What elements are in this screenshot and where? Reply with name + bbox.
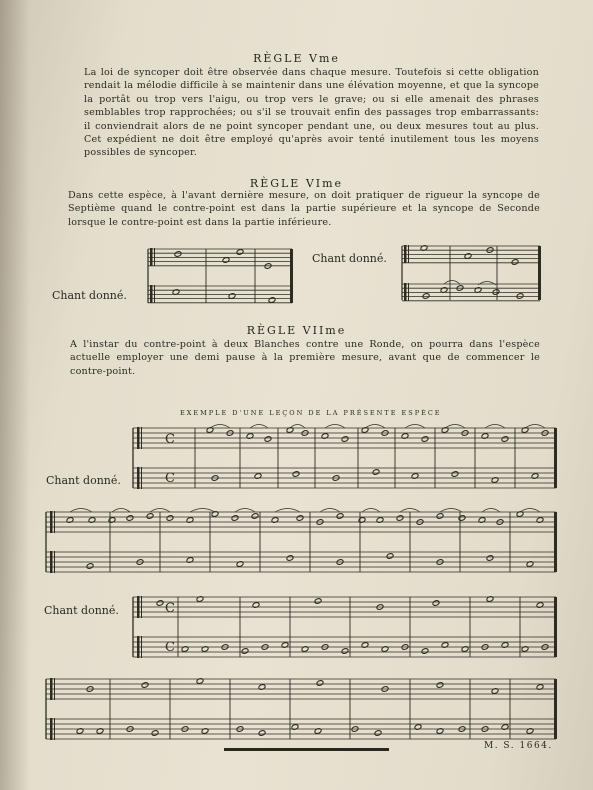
tie (365, 425, 385, 429)
tie (525, 425, 545, 429)
clef-mark (50, 551, 53, 573)
whole-note (286, 555, 294, 562)
clef-mark (404, 283, 407, 301)
whole-note (436, 513, 444, 520)
clef-mark (141, 467, 142, 489)
page-bottom-rule (224, 748, 389, 751)
time-signature: C (165, 601, 175, 616)
whole-note (511, 259, 519, 266)
whole-note (386, 553, 394, 560)
whole-note (258, 730, 266, 737)
regle-5-text: La loi de syncoper doit être observée dans chaque mesure. Toutefois si cette obligation rendait la mélodie difficile à se maintenir dans une élévation moyenne, et que la syncope la portât ou trop vers l'aigu, ou trop vers le grave; ou si elle amenait des phrases semblables trop rapprochées; ou s'il se trouvait enfin des passages trop embarrassants: il conviendrait alors de ne point syncoper pendant une, ou deux mesures tout au plus. Cet expédient ne doit être employé qu'après avoir tenté inutilement tous les moyens possibles de syncoper. (84, 67, 539, 159)
tie (362, 509, 380, 513)
staff (148, 286, 292, 303)
tie (520, 509, 540, 513)
whole-note (501, 436, 509, 443)
tie (485, 425, 505, 429)
whole-note (432, 600, 440, 607)
regle-5-title: RÈGLE Vme (253, 52, 340, 65)
chant-donne-label-example-2: Chant donné. (44, 604, 119, 617)
clef-mark (50, 718, 53, 740)
regle-7-title: RÈGLE VIIme (246, 324, 347, 337)
tie (250, 425, 268, 429)
clef-mark (54, 718, 55, 740)
plate-number: M. S. 1664. (484, 741, 553, 751)
tie (405, 425, 425, 429)
whole-note (421, 436, 429, 443)
clef-mark (141, 636, 142, 658)
clef-mark (154, 248, 155, 266)
whole-note (341, 648, 349, 655)
tie (482, 509, 500, 513)
whole-note (516, 293, 524, 300)
whole-note (174, 251, 182, 258)
tie (112, 509, 130, 513)
clef-mark (50, 678, 53, 700)
whole-note (292, 471, 300, 478)
tie (275, 509, 300, 513)
tie (235, 509, 255, 513)
whole-note (236, 249, 244, 256)
time-signature: C (165, 640, 175, 655)
regle-6-text: Dans cette espèce, à l'avant dernière mesure, on doit pratiquer de rigueur la syncope de Septième quand le contre-point est dans la partie supérieure et la syncope de Seconde lorsque le contre-point est dans la partie inférieure. (68, 190, 540, 228)
whole-note (141, 682, 149, 689)
whole-note (421, 648, 429, 655)
whole-note (486, 555, 494, 562)
tie (445, 425, 465, 429)
whole-note (458, 515, 466, 522)
time-signature: C (165, 471, 175, 486)
whole-note (264, 436, 272, 443)
clef-mark (408, 283, 409, 301)
staff (46, 552, 556, 572)
whole-note (296, 515, 304, 522)
whole-note (151, 730, 159, 737)
whole-note (231, 515, 239, 522)
clef-mark (141, 427, 142, 449)
regle-7-text: A l'instar du contre-point à deux Blanches contre une Ronde, on pourra dans l'espèce actuelle employer une demi pause à la première mesure, avant que de commencer le contre-point. (70, 339, 540, 377)
clef-mark (137, 636, 140, 658)
final-barline (554, 512, 557, 572)
chant-donne-label-left: Chant donné. (52, 289, 127, 302)
whole-note (156, 600, 164, 607)
whole-note (451, 471, 459, 478)
final-barline (554, 597, 557, 657)
whole-note (126, 515, 134, 522)
clef-mark (54, 511, 55, 533)
final-barline (290, 249, 293, 303)
tie (478, 282, 496, 286)
final-barline (538, 246, 541, 300)
clef-mark (150, 248, 153, 266)
tie (190, 509, 215, 513)
staff (133, 468, 556, 488)
clef-mark (141, 596, 142, 618)
tie (444, 281, 460, 285)
whole-note (241, 648, 249, 655)
tie (440, 509, 462, 513)
whole-note (341, 436, 349, 443)
whole-note (316, 680, 324, 687)
whole-note (436, 682, 444, 689)
clef-mark (137, 596, 140, 618)
tie (70, 509, 92, 513)
clef-mark (154, 285, 155, 303)
regle-6-title: RÈGLE VIme (249, 177, 344, 190)
staff (46, 679, 556, 699)
example-caption: EXEMPLE D'UNE LEÇON DE LA PRÉSENTE ESPÈCE (180, 409, 442, 417)
chant-donne-label-example-1: Chant donné. (46, 474, 121, 487)
chant-donne-label-right: Chant donné. (312, 252, 387, 265)
whole-note (251, 513, 259, 520)
staff (133, 428, 556, 448)
whole-note (86, 563, 94, 570)
clef-mark (404, 245, 407, 263)
whole-note (422, 293, 430, 300)
tie (150, 509, 170, 513)
tie (325, 425, 345, 429)
whole-note (372, 469, 380, 476)
clef-mark (137, 427, 140, 449)
whole-note (314, 598, 322, 605)
whole-note (268, 297, 276, 304)
clef-mark (137, 467, 140, 489)
clef-mark (54, 678, 55, 700)
final-barline (554, 428, 557, 488)
staff (46, 719, 556, 739)
clef-mark (54, 551, 55, 573)
whole-note (396, 515, 404, 522)
clef-mark (150, 285, 153, 303)
whole-note (336, 513, 344, 520)
whole-note (166, 515, 174, 522)
whole-note (146, 513, 154, 520)
final-barline (554, 679, 557, 739)
whole-note (374, 730, 382, 737)
tie (320, 509, 340, 513)
clef-mark (408, 245, 409, 263)
tie (210, 425, 230, 429)
time-signature: C (165, 432, 175, 447)
clef-mark (50, 511, 53, 533)
tie (400, 509, 420, 513)
